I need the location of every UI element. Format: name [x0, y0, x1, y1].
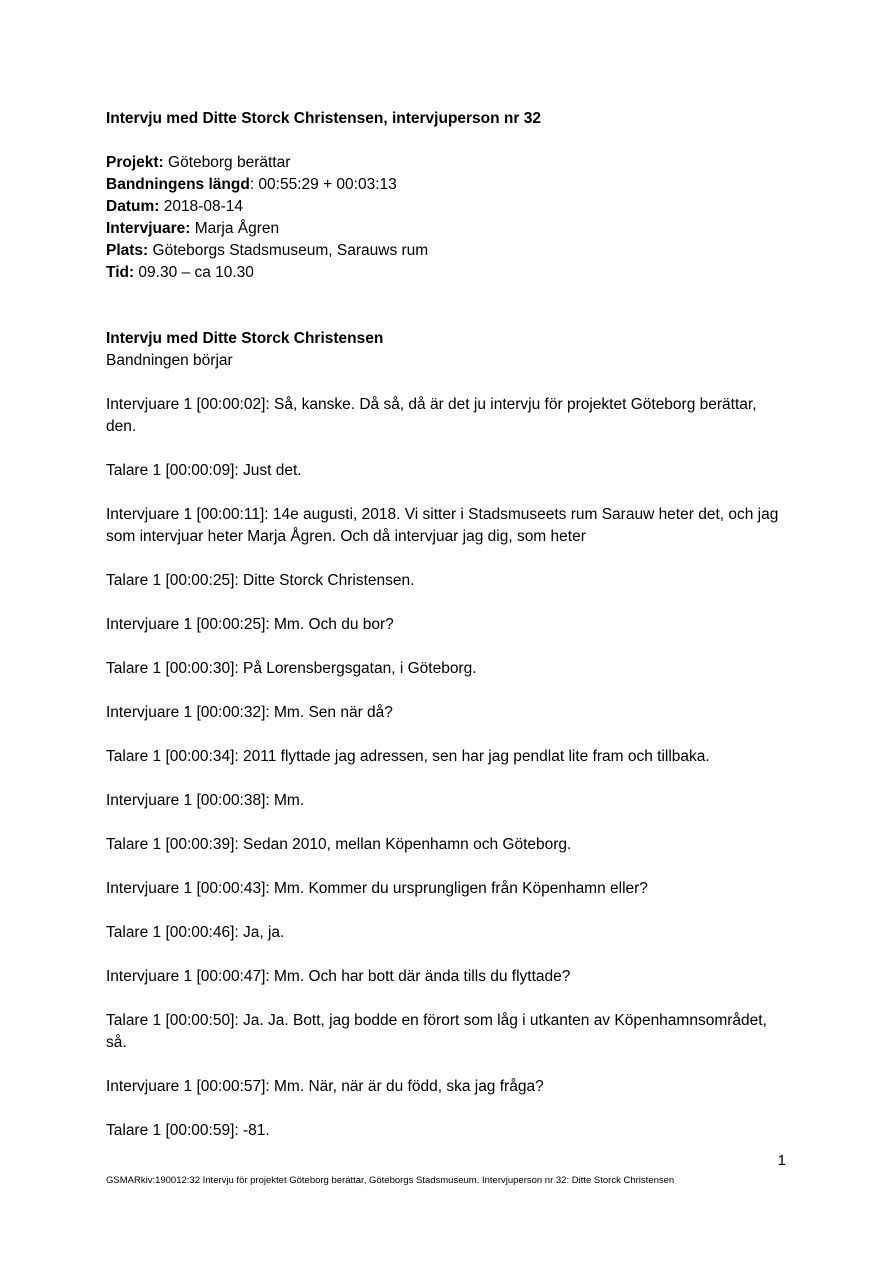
transcript-turn: Intervjuare 1 [00:00:11]: 14e augusti, 2018. Vi sitter i Stadsmuseets rum Sarauw heter det, och jag som intervjuar heter Marja Ågren. Och då intervjuar jag dig, som heter — [106, 506, 779, 545]
transcript-turn: Intervjuare 1 [00:00:25]: Mm. Och du bor? — [106, 616, 394, 633]
meta-value: Göteborgs Stadsmuseum, Sarauws rum — [148, 242, 429, 259]
section-subtitle: Bandningen börjar — [106, 352, 233, 369]
transcript-turn: Talare 1 [00:00:34]: 2011 flyttade jag adressen, sen har jag pendlat lite fram och tillbaka. — [106, 748, 710, 765]
transcript-turn: Talare 1 [00:00:46]: Ja, ja. — [106, 924, 285, 941]
meta-date — [106, 196, 786, 218]
meta-label: Datum: — [106, 198, 160, 215]
transcript-turn: Talare 1 [00:00:50]: Ja. Ja. Bott, jag bodde en förort som låg i utkanten av Köpenhamnsområdet, så. — [106, 1012, 767, 1051]
page-content — [106, 108, 786, 1164]
transcript-turn: Intervjuare 1 [00:00:57]: Mm. När, när är du född, ska jag fråga? — [106, 1078, 544, 1095]
meta-place — [106, 240, 786, 262]
section-title: Intervju med Ditte Storck Christensen — [106, 330, 384, 347]
transcript-turn: Talare 1 [00:00:59]: -81. — [106, 1122, 270, 1139]
meta-recording-length — [106, 174, 786, 196]
page-footer: GSMARkiv:190012:32 Intervju för projektet Göteborg berättar, Göteborgs Stadsmuseum. Intervjuperson nr 32: Ditte Storck Christensen — [106, 1175, 675, 1186]
transcript-turn: Talare 1 [00:00:09]: Just det. — [106, 462, 302, 479]
meta-label: Plats: — [106, 242, 149, 259]
transcript-turn: Intervjuare 1 [00:00:43]: Mm. Kommer du ursprungligen från Köpenhamn eller? — [106, 880, 648, 897]
meta-label: Intervjuare: — [106, 220, 191, 237]
meta-value: Marja Ågren — [190, 220, 280, 237]
transcript-turn: Intervjuare 1 [00:00:38]: Mm. — [106, 792, 305, 809]
meta-label: Bandningens längd — [106, 176, 250, 193]
meta-interviewer — [106, 218, 786, 240]
transcript-turn: Intervjuare 1 [00:00:02]: Så, kanske. Då så, då är det ju intervju för projektet Göteborg berättar, den. — [106, 396, 757, 435]
meta-time — [106, 262, 786, 284]
document-title: Intervju med Ditte Storck Christensen, intervjuperson nr 32 — [106, 110, 541, 127]
meta-value: 09.30 – ca 10.30 — [134, 264, 254, 281]
metadata-block — [106, 152, 786, 284]
meta-label: Tid: — [106, 264, 135, 281]
meta-project — [106, 152, 786, 174]
transcript-turn: Talare 1 [00:00:39]: Sedan 2010, mellan Köpenhamn och Göteborg. — [106, 836, 572, 853]
meta-value: : 00:55:29 + 00:03:13 — [249, 176, 397, 193]
meta-label: Projekt: — [106, 154, 164, 171]
transcript-turn: Talare 1 [00:00:25]: Ditte Storck Christensen. — [106, 572, 415, 589]
transcript-turn: Intervjuare 1 [00:00:32]: Mm. Sen när då? — [106, 704, 393, 721]
page-number: 1 — [777, 1152, 786, 1169]
transcript-turn: Talare 1 [00:00:30]: På Lorensbergsgatan, i Göteborg. — [106, 660, 477, 677]
meta-value: Göteborg berättar — [163, 154, 291, 171]
meta-value: 2018-08-14 — [159, 198, 243, 215]
transcript-turn: Intervjuare 1 [00:00:47]: Mm. Och har bott där ända tills du flyttade? — [106, 968, 571, 985]
